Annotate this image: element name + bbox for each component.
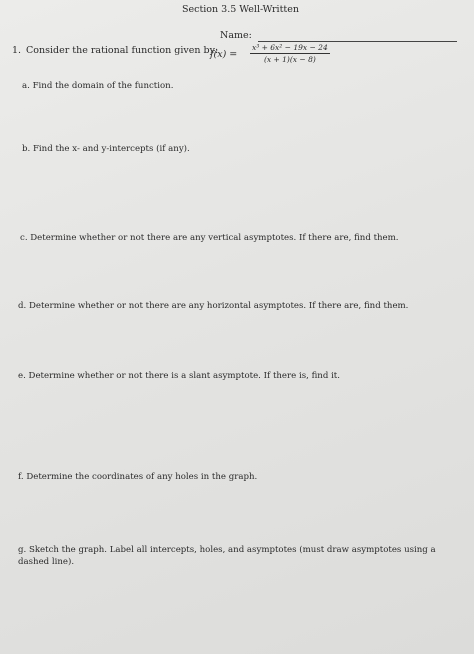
part-b: b. Find the x- and y-intercepts (if any). bbox=[22, 144, 190, 154]
question-number: 1. bbox=[12, 45, 22, 56]
part-a: a. Find the domain of the function. bbox=[22, 81, 174, 91]
function-lhs: f(x) = bbox=[210, 49, 238, 60]
part-f: f. Determine the coordinates of any holes in the graph. bbox=[18, 472, 258, 482]
name-label: Name: bbox=[220, 30, 252, 41]
section-title: Section 3.5 Well-Written bbox=[182, 4, 299, 15]
fraction-denominator: (x + 1)(x − 8) bbox=[263, 55, 316, 64]
part-d: d. Determine whether or not there are any horizontal asymptotes. If there are, find them. bbox=[18, 301, 409, 311]
part-g: g. Sketch the graph. Label all intercepts, holes, and asymptotes (must draw asymptotes using a dashed line). bbox=[18, 545, 436, 567]
part-e: e. Determine whether or not there is a slant asymptote. If there is, find it. bbox=[18, 371, 340, 381]
fraction-numerator: x³ + 6x² − 19x − 24 bbox=[252, 43, 328, 52]
question-stem: Consider the rational function given by: bbox=[26, 45, 219, 56]
part-c: c. Determine whether or not there are any vertical asymptotes. If there are, find them. bbox=[20, 233, 399, 243]
name-blank-line bbox=[258, 41, 457, 42]
function-fraction bbox=[250, 43, 330, 64]
